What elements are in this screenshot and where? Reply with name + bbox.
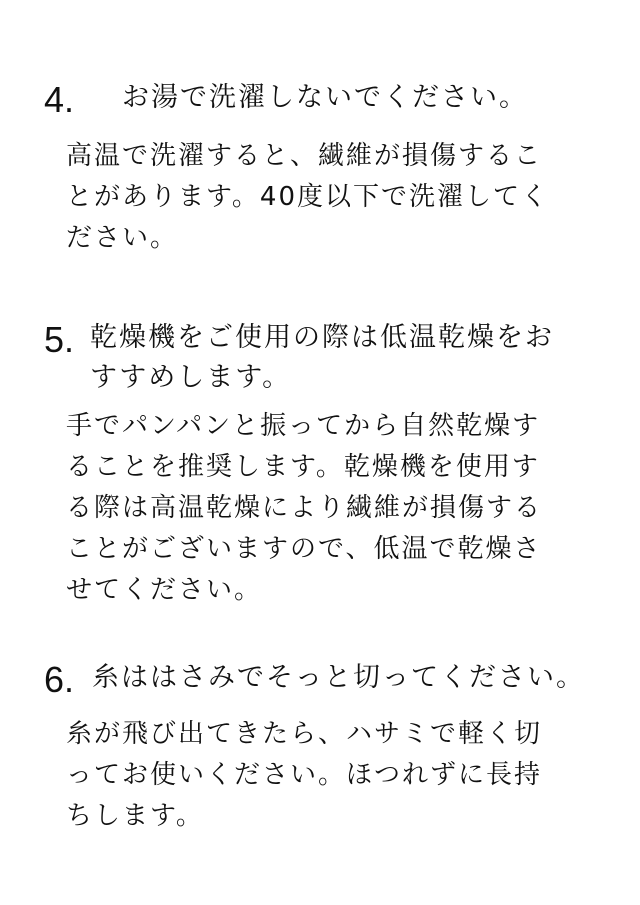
item-body-line: ちします。 bbox=[66, 801, 204, 831]
item-number: 5. bbox=[44, 319, 75, 360]
item-body-line: とがあります。40度以下で洗濯してく bbox=[66, 182, 550, 212]
item-heading bbox=[122, 78, 528, 118]
item-body-line: ることを推奨します。乾燥機を使用す bbox=[66, 452, 540, 482]
item-body-line: 高温で洗濯すると、繊維が損傷するこ bbox=[66, 141, 543, 171]
item-heading-line: お湯で洗濯しないでください。 bbox=[122, 82, 528, 113]
item-heading-line: すすめします。 bbox=[90, 362, 292, 393]
item-body bbox=[66, 714, 586, 837]
item-body bbox=[66, 406, 586, 611]
item-heading bbox=[92, 658, 585, 698]
item-body-line: ださい。 bbox=[66, 223, 179, 253]
item-body-line: せてください。 bbox=[66, 575, 263, 605]
item-body-line: ってお使いください。ほつれずに長持 bbox=[66, 760, 543, 790]
item-number: 4. bbox=[44, 79, 75, 120]
item-body-line: る際は高温乾燥により繊維が損傷する bbox=[66, 493, 543, 523]
item-body bbox=[66, 136, 586, 259]
item-body-line: 糸が飛び出てきたら、ハサミで軽く切 bbox=[66, 719, 543, 749]
item-heading bbox=[90, 318, 554, 398]
item-number: 6. bbox=[44, 659, 75, 700]
item-body-line: ことがございますので、低温で乾燥さ bbox=[66, 534, 542, 564]
item-heading-line: 乾燥機をご使用の際は低温乾燥をお bbox=[90, 322, 554, 353]
item-heading-line: 糸ははさみでそっと切ってください。 bbox=[92, 662, 585, 693]
item-body-line: 手でパンパンと振ってから自然乾燥す bbox=[66, 411, 541, 441]
